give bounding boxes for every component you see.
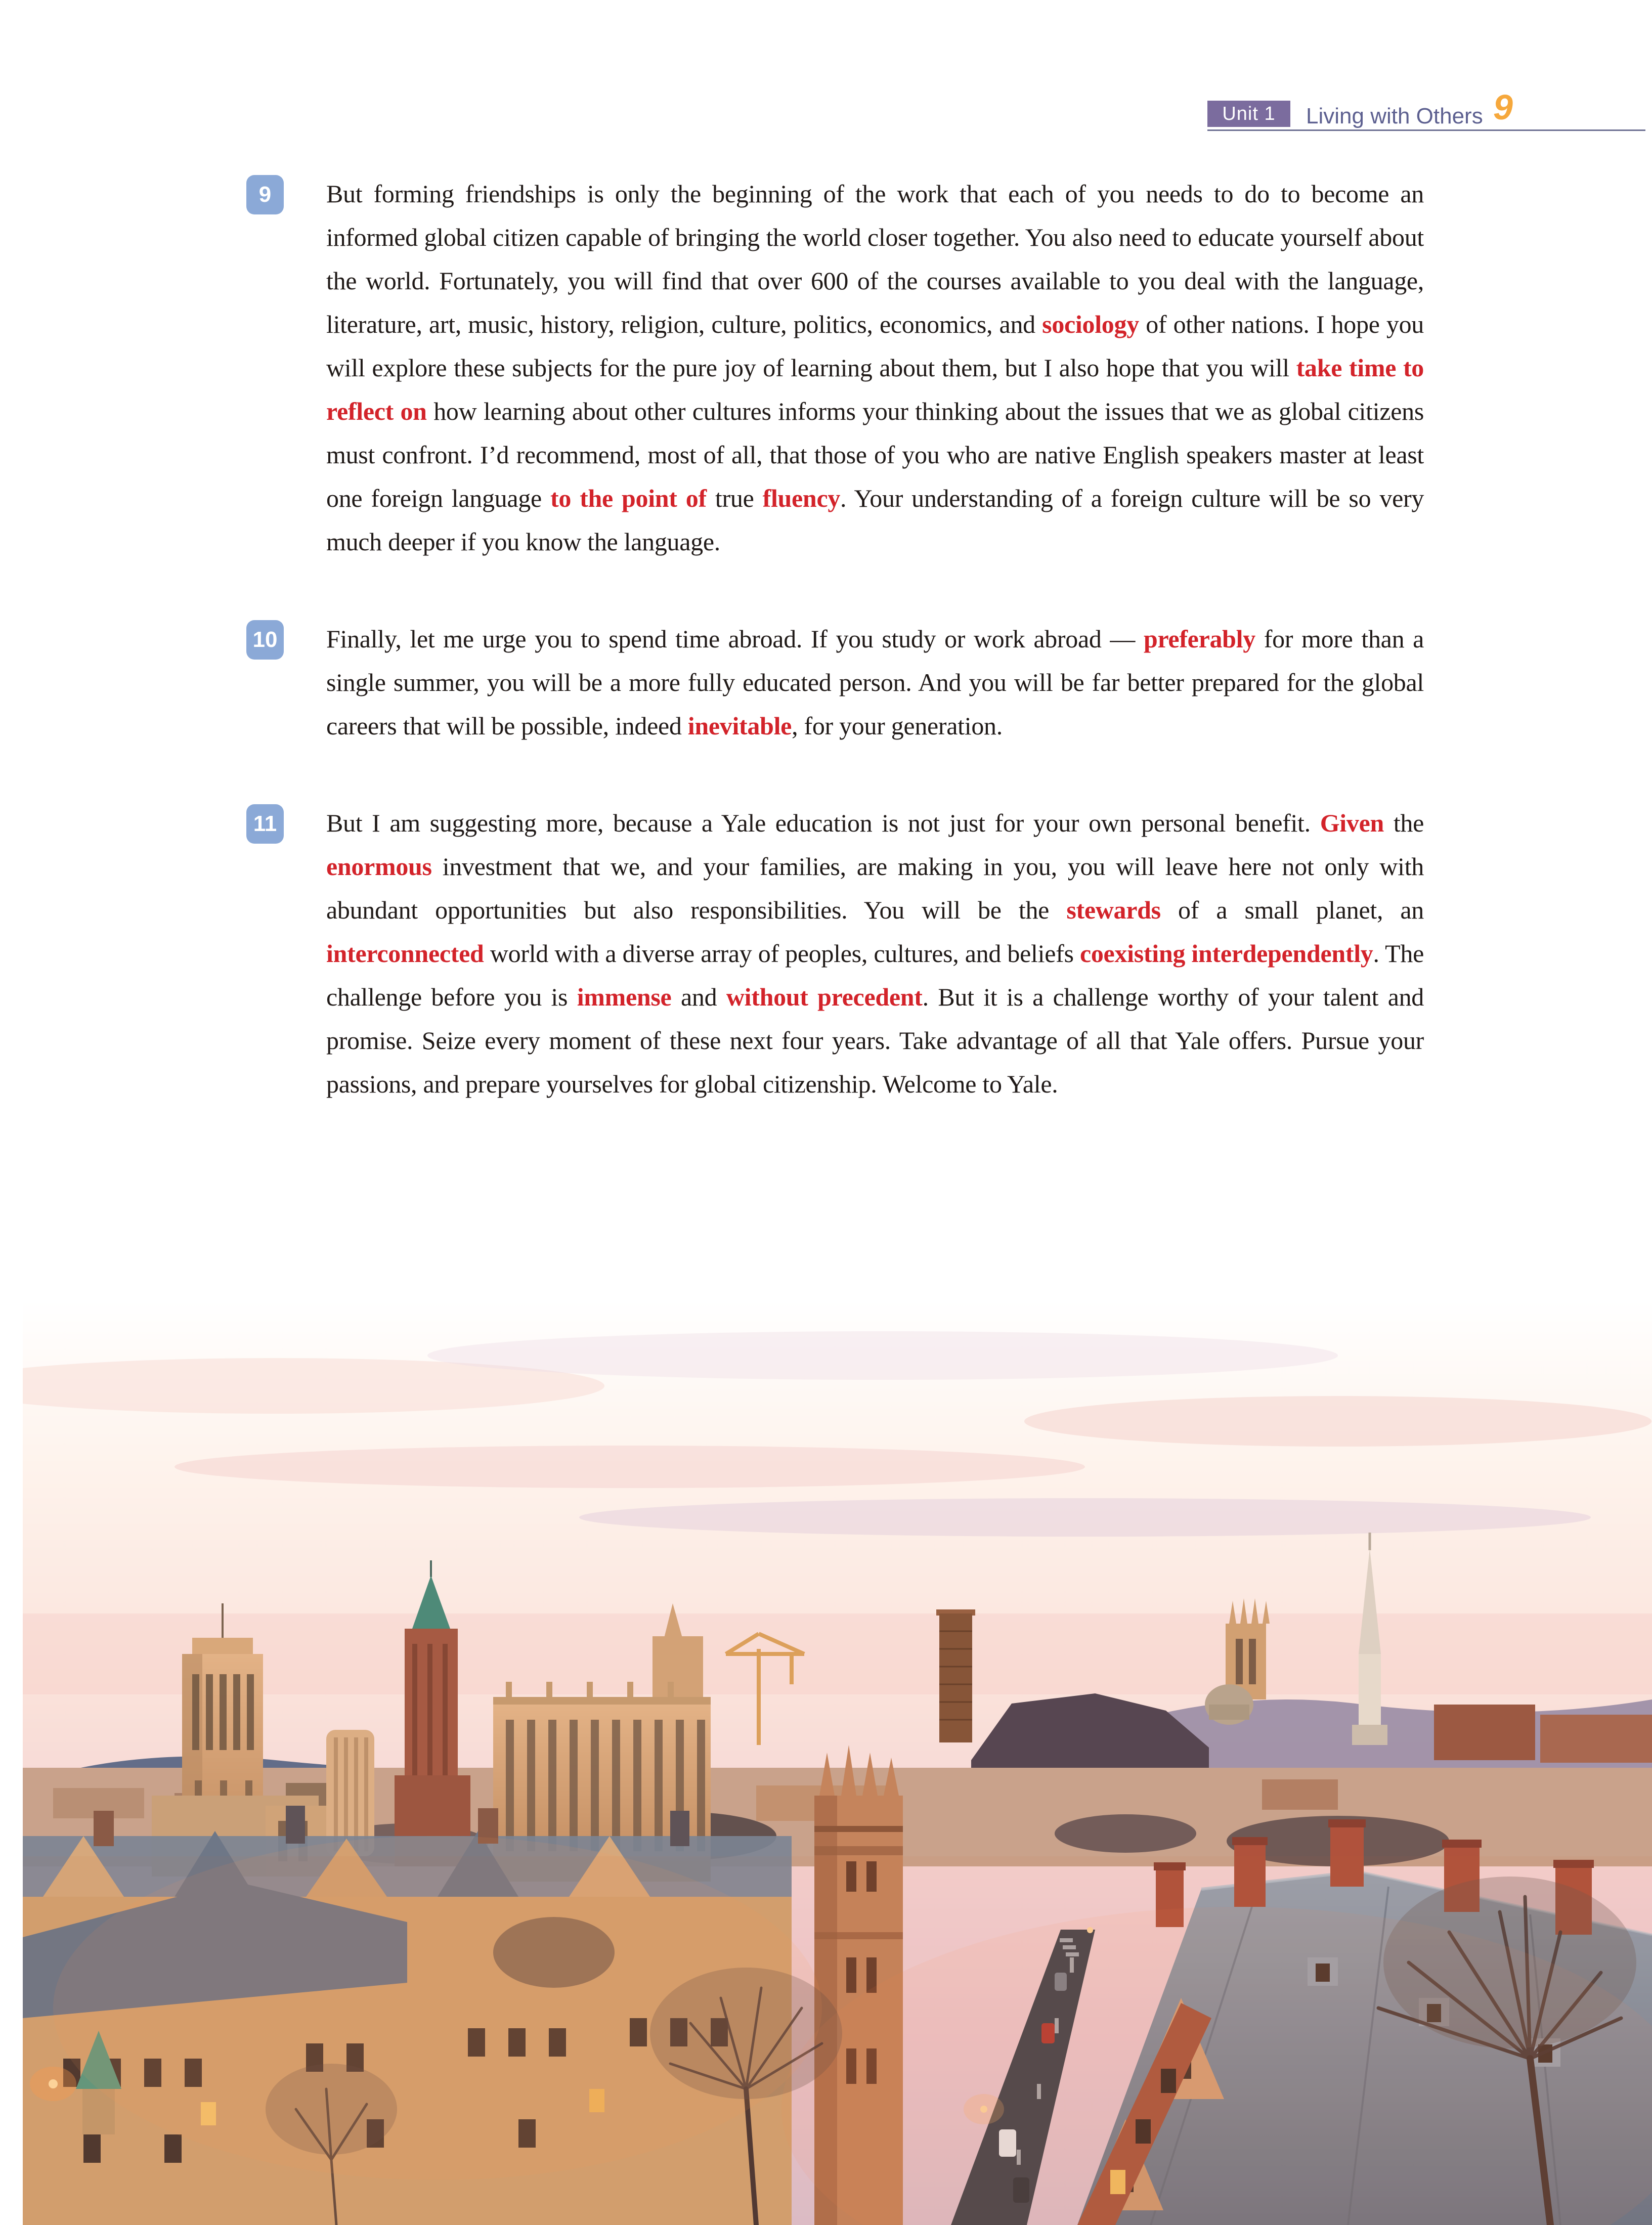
highlighted-vocabulary: enormous [326,852,432,881]
campus-photo [23,1300,1652,2225]
reading-passage [0,172,1652,1159]
highlighted-vocabulary: interconnected [326,939,484,968]
highlighted-vocabulary: fluency [762,484,841,512]
highlighted-vocabulary: take time to reflect on [326,354,1424,425]
highlighted-vocabulary: inevitable [687,712,792,740]
unit-badge: Unit 1 [1207,101,1290,127]
highlighted-vocabulary: preferably [1143,625,1255,653]
unit-title: Living with Others [1306,104,1483,128]
paragraph [0,617,1652,748]
page-number: 9 [1493,88,1513,127]
paragraph-text: Finally, let me urge you to spend time abroad. If you study or work abroad — preferably for more than a single summer, you will be a more fully educated person. And you will be far better prepared for the global careers that will be possible, indeed inevitable, for your generation. [326,625,1424,740]
highlighted-vocabulary: to the point of [550,484,707,512]
paragraph [0,172,1652,563]
highlighted-vocabulary: stewards [1066,896,1161,924]
paragraph-text: But I am suggesting more, because a Yale education is not just for your own personal benefit. Given the enormous investment that we, and your families, are making in you, you will leave here not only with abundant opportunities but also responsibilities. You will be the stewards of a small planet, an interconnected world with a diverse array of peoples, cultures, and beliefs coexisting interdependently. The challenge before you is immense and without precedent. But it is a challenge worthy of your talent and promise. Seize every moment of these next four years. Take advantage of all that Yale offers. Pursue your passions, and prepare yourselves for global citizenship. Welcome to Yale. [326,809,1424,1098]
paragraph-number-badge: 10 [246,620,284,660]
paragraph-number-badge: 11 [246,804,284,844]
highlighted-vocabulary: coexisting interdependently [1079,939,1373,968]
highlighted-vocabulary: without precedent [726,983,923,1011]
paragraph-number-badge: 9 [246,175,284,214]
highlighted-vocabulary: Given [1320,809,1384,837]
highlighted-vocabulary: immense [577,983,672,1011]
paragraph [0,801,1652,1106]
campus-photo-illustration [23,1300,1652,2225]
highlighted-vocabulary: sociology [1042,310,1139,338]
header-rule [1207,129,1645,131]
paragraph-text: But forming friendships is only the beginning of the work that each of you needs to do to become an informed global citizen capable of bringing the world closer together. You also need to educate yourself about the world. Fortunately, you will find that over 600 of the courses available to you deal with the language, literature, art, music, history, religion, culture, politics, economics, and sociology of other nations. I hope you will explore these subjects for the pure joy of learning about them, but I also hope that you will take time to reflect on how learning about other cultures informs your thinking about the issues that we as global citizens must confront. I’d recommend, most of all, that those of you who are native English speakers master at least one foreign language to the point of true fluency. Your understanding of a foreign culture will be so very much deeper if you know the language. [326,180,1424,556]
